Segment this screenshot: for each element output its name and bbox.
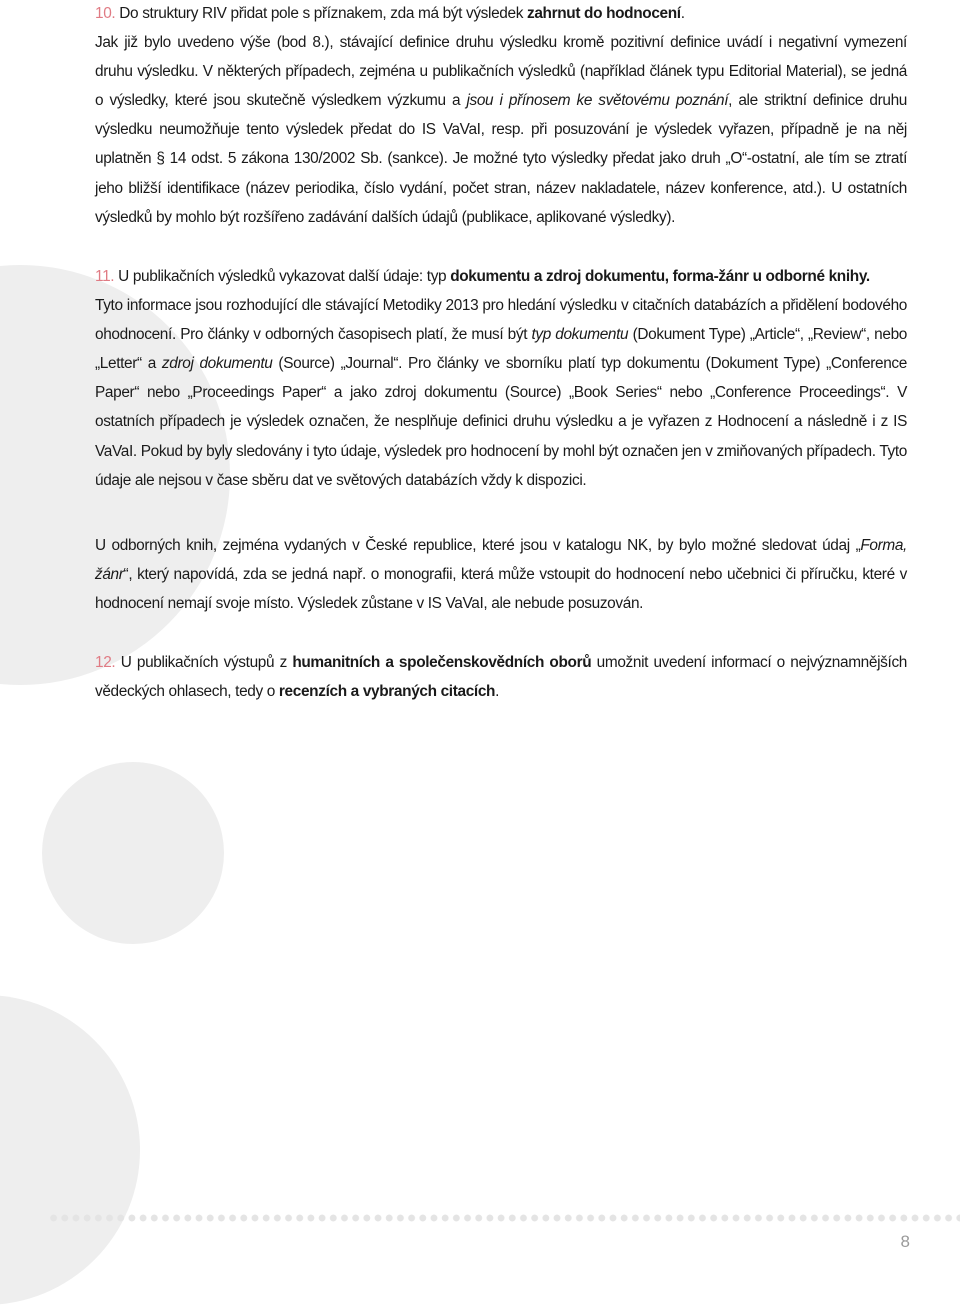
item-12-text-cont: umožnit uvedení informací o nejvýznamnějších vědeckých ohlasech, tedy o — [95, 654, 907, 701]
item-11-section — [95, 262, 907, 495]
item-11-body: Tyto informace jsou rozhodující dle stávající Metodiky 2013 pro hledání výsledku v citačních databázích a přidělení bodového ohodnocení. Pro články v odborných časopisech platí, že musí být — [95, 297, 907, 344]
item-11-heading: U publikačních výsledků vykazovat další údaje: typ — [118, 268, 451, 285]
item-12-text-end: . — [495, 683, 500, 701]
item-10-heading-end: . — [680, 5, 685, 22]
item-11-number: 11. — [95, 268, 115, 285]
decorative-circle — [0, 995, 140, 1305]
item-10-heading: Do struktury RIV přidat pole s příznakem, zda má být výsledek — [119, 5, 527, 22]
item-12-text: U publikačních výstupů z — [115, 654, 293, 671]
item-12-bold-fields: humanitních a společenskovědních oborů — [292, 654, 592, 671]
item-10-body-italic: jsou i přínosem ke světovému poznání — [466, 92, 729, 110]
item-12-bold-reviews: recenzích a vybraných citacích — [278, 683, 496, 701]
item-10-heading-bold: zahrnut do hodnocení — [527, 5, 681, 22]
decorative-circle — [42, 762, 224, 944]
item-10-body: Jak již bylo uvedeno výše (bod 8.), stávající definice druhu výsledku kromě pozitivní definice uvádí i negativní vymezení druhu výsledku. V některých případech, zejména u publikačních výsledků (například článek typu Editorial Material), se jedná o výsledky, které jsou skutečně výsledkem výzkumu a — [95, 34, 907, 110]
item-11-zdroj-dokumentu: zdroj dokumentu — [161, 355, 273, 373]
item-11-body-cont: (Dokument Type) „Article“, „Review“, nebo „Letter“ a — [95, 326, 907, 373]
item-12-section — [95, 648, 907, 706]
item-11-books-paragraph — [95, 531, 907, 618]
page-number: 8 — [900, 1232, 910, 1251]
item-10-number: 10. — [95, 5, 116, 22]
item-11-forma-zanr: Forma, žánr — [95, 537, 907, 584]
footer-dotted-line — [48, 1214, 960, 1222]
item-11-heading-bold: dokumentu a zdroj dokumentu, forma-žánr u odborné knihy. — [450, 268, 870, 285]
item-11-books-text-cont: “, který napovídá, zda se jedná např. o monografii, která může vstoupit do hodnocení nebo učebnici či příručku, které v hodnocení nemají svoje místo. Výsledek zůstane v IS VaVaI, ale nebude posuzován. — [95, 566, 907, 613]
item-11-books-text: U odborných knih, zejména vydaných v České republice, které jsou v katalogu NK, by bylo možné sledovat údaj „ — [95, 537, 861, 554]
item-10-body-cont: , ale striktní definice druhu výsledku neumožňuje tento výsledek předat do IS VaVaI, resp. při posuzování je výsledek vyřazen, případně je na něj uplatněn § 14 odst. 5 zákona 130/2002 Sb. (sankce). Je možné tyto výsledky předat jako druh „O“-ostatní, ale tím se ztratí jeho bližší identifikace (název periodika, číslo vydání, počet stran, název nakladatele, název konference, atd.). U ostatních výsledků by mohlo být rozšířeno zadávání dalších údajů (publikace, aplikované výsledky). — [95, 92, 907, 226]
item-11-body-end: (Source) „Journal“. Pro články ve sborníku platí typ dokumentu (Dokument Type) „Conference Paper“ nebo „Proceedings Paper“ a jako zdroj dokumentu (Source) „Book Series“ nebo „Conference Proceedings“. V ostatních případech je výsledek označen, že nesplňuje definici druhu výsledku a je vyřazen z Hodnocení a následně i z IS VaVaI. Pokud by byly sledovány i tyto údaje, výsledek pro hodnocení by mohl být označen jen v zmiňovaných případech. Tyto údaje ale nejsou v čase sběru dat ve světových databázích vždy k dispozici. — [95, 355, 907, 489]
item-11-typ-dokumentu: typ dokumentu — [531, 326, 629, 344]
item-10-section — [95, 0, 907, 232]
item-12-number: 12. — [95, 654, 116, 671]
